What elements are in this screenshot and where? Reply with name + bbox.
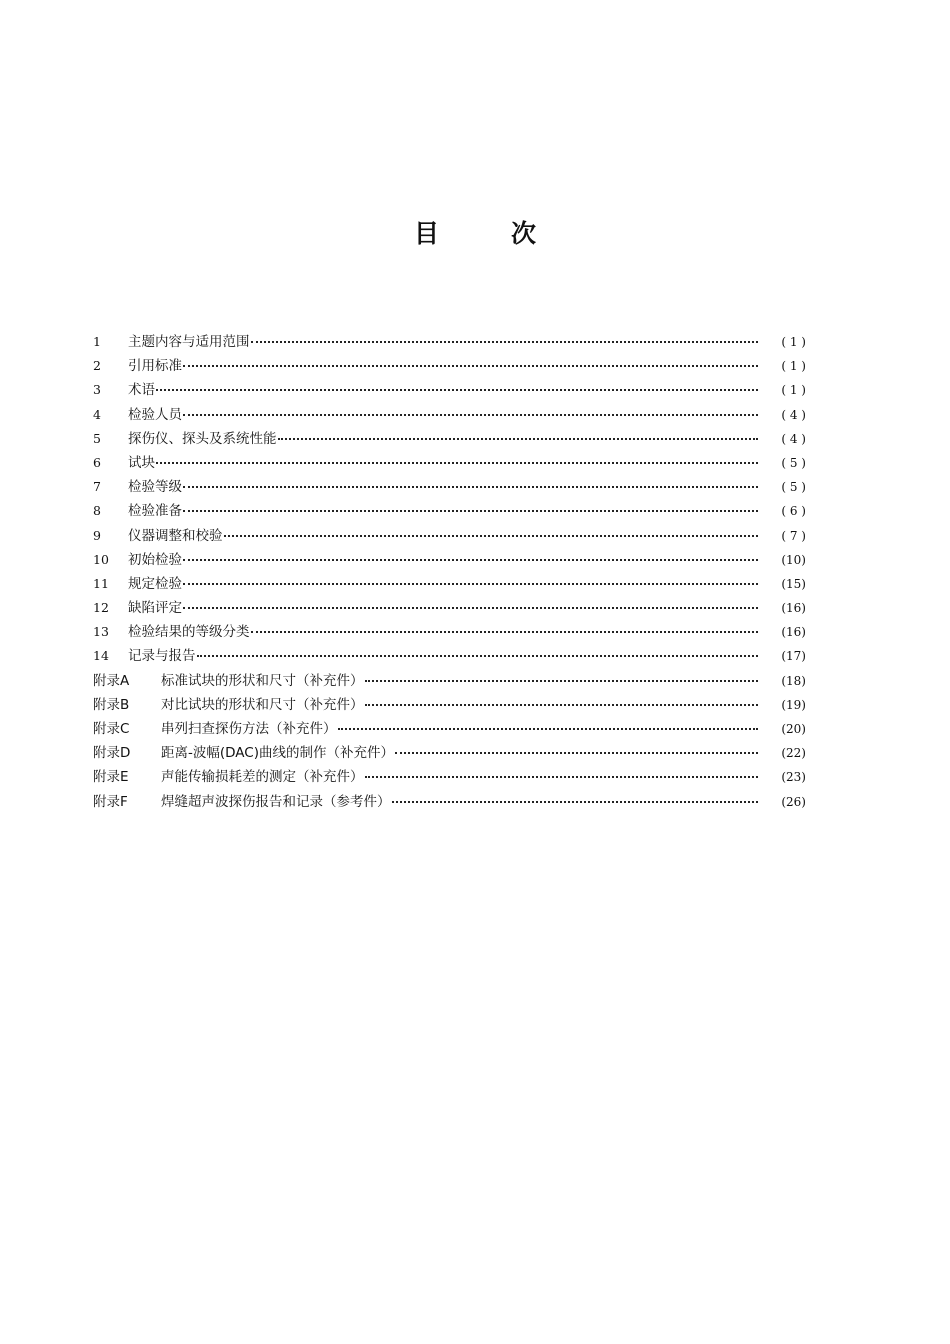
toc-entry-label: 试块 <box>128 454 155 471</box>
toc-entry[interactable] <box>93 572 806 596</box>
toc-entry-label: 检验人员 <box>128 406 182 423</box>
toc-entry-page: (23) <box>781 770 806 785</box>
dot-leader <box>183 597 758 609</box>
dot-leader <box>395 742 758 754</box>
table-of-contents <box>93 330 806 814</box>
dot-leader <box>251 331 759 343</box>
toc-entry-label: 探伤仪、探头及系统性能 <box>128 430 277 447</box>
toc-entry[interactable] <box>93 427 806 451</box>
title-char-2: 次 <box>511 219 537 248</box>
dot-leader <box>183 549 758 561</box>
toc-entry-page: (22) <box>781 746 806 761</box>
dot-leader <box>278 428 759 440</box>
toc-entry-number: 附录D <box>93 745 131 762</box>
toc-appendix-entry[interactable] <box>93 741 806 765</box>
toc-entry-page: ( 7 ) <box>781 528 806 543</box>
toc-entry-number: 7 <box>93 479 101 495</box>
dot-leader <box>156 452 758 464</box>
toc-entry-number: 13 <box>93 624 109 640</box>
toc-entry-label: 声能传输损耗差的测定（补充件） <box>161 769 364 786</box>
toc-entry-label: 串列扫查探伤方法（补充件） <box>161 721 337 737</box>
toc-entry-label: 检验准备 <box>128 503 182 520</box>
toc-entry[interactable] <box>93 403 806 427</box>
toc-entry[interactable] <box>93 548 806 572</box>
toc-entry[interactable] <box>93 620 806 644</box>
toc-entry-number: 4 <box>93 406 101 422</box>
toc-entry-page: (20) <box>781 722 806 736</box>
toc-entry-label: 规定检验 <box>128 575 182 592</box>
dot-leader <box>183 500 758 512</box>
toc-entry-number: 1 <box>93 334 101 349</box>
toc-entry[interactable] <box>93 644 806 668</box>
toc-entry-label: 初始检验 <box>128 551 182 568</box>
toc-entry[interactable] <box>93 451 806 475</box>
toc-entry[interactable] <box>93 499 806 523</box>
toc-entry-label: 检验结果的等级分类 <box>128 624 250 641</box>
toc-entry-number: 8 <box>93 503 101 519</box>
dot-leader <box>251 621 759 633</box>
toc-entry-page: (18) <box>781 673 806 688</box>
toc-entry-page: ( 5 ) <box>781 480 806 495</box>
dot-leader <box>365 694 759 706</box>
toc-entry-label: 标准试块的形状和尺寸（补充件） <box>161 672 364 689</box>
toc-entry-page: (15) <box>781 576 806 591</box>
toc-entry-page: (10) <box>781 552 806 567</box>
toc-entry[interactable] <box>93 596 806 620</box>
toc-entry-number: 附录C <box>93 721 130 737</box>
toc-entry-page: ( 1 ) <box>781 383 806 398</box>
toc-entry-page: (26) <box>781 794 806 809</box>
toc-entry-number: 附录A <box>93 672 130 689</box>
title-char-1: 目 <box>413 219 439 248</box>
toc-appendix-entry[interactable] <box>93 693 806 717</box>
dot-leader <box>392 791 759 803</box>
toc-entry-label: 焊缝超声波探伤报告和记录（参考件） <box>161 793 391 810</box>
toc-entry-page: (19) <box>781 697 806 712</box>
toc-entry-page: ( 4 ) <box>781 407 806 422</box>
toc-appendix-entry[interactable] <box>93 717 806 741</box>
toc-entry-label: 术语 <box>128 382 155 399</box>
toc-entry-label: 记录与报告 <box>128 648 196 665</box>
dot-leader <box>156 379 758 391</box>
toc-entry-label: 引用标准 <box>128 358 182 375</box>
toc-entry[interactable] <box>93 524 806 548</box>
dot-leader <box>197 645 759 657</box>
toc-entry-label: 主题内容与适用范围 <box>128 334 250 350</box>
dot-leader <box>338 718 759 730</box>
toc-entry-label: 对比试块的形状和尺寸（补充件） <box>161 696 364 713</box>
toc-entry-label: 距离-波幅(DAC)曲线的制作（补充件） <box>161 745 394 762</box>
toc-entry-number: 3 <box>93 382 101 398</box>
toc-entry-label: 检验等级 <box>128 479 182 496</box>
dot-leader <box>183 476 758 488</box>
toc-entry-number: 附录E <box>93 769 129 786</box>
dot-leader <box>183 573 758 585</box>
dot-leader <box>365 670 759 682</box>
toc-entry-page: ( 5 ) <box>781 455 806 470</box>
toc-entry-number: 11 <box>93 575 109 591</box>
toc-entry-label: 仪器调整和校验 <box>128 527 223 544</box>
dot-leader <box>183 404 758 416</box>
toc-appendix-entry[interactable] <box>93 790 806 814</box>
toc-entry-page: ( 4 ) <box>781 431 806 446</box>
toc-entry-number: 附录F <box>93 793 128 810</box>
toc-entry-page: (17) <box>781 649 806 664</box>
dot-leader <box>183 355 758 367</box>
toc-entry-page: ( 6 ) <box>781 504 806 519</box>
toc-entry-number: 附录B <box>93 696 130 713</box>
toc-entry-number: 12 <box>93 600 109 616</box>
toc-entry[interactable] <box>93 354 806 378</box>
toc-entry-number: 2 <box>93 358 101 374</box>
page-title <box>0 212 950 252</box>
toc-entry[interactable] <box>93 475 806 499</box>
toc-appendix-entry[interactable] <box>93 765 806 789</box>
toc-appendix-entry[interactable] <box>93 669 806 693</box>
toc-entry[interactable] <box>93 378 806 402</box>
dot-leader <box>365 766 759 778</box>
toc-entry-number: 14 <box>93 648 109 664</box>
toc-entry-page: (16) <box>781 625 806 640</box>
toc-entry-number: 5 <box>93 430 101 446</box>
toc-entry-page: ( 1 ) <box>781 335 806 349</box>
toc-entry-label: 缺陷评定 <box>128 600 182 617</box>
dot-leader <box>224 525 759 537</box>
toc-entry-number: 9 <box>93 527 101 543</box>
toc-entry-number: 10 <box>93 551 109 567</box>
toc-entry-page: (16) <box>781 601 806 616</box>
toc-entry-page: ( 1 ) <box>781 359 806 374</box>
toc-entry[interactable] <box>93 330 806 354</box>
toc-entry-number: 6 <box>93 454 101 470</box>
